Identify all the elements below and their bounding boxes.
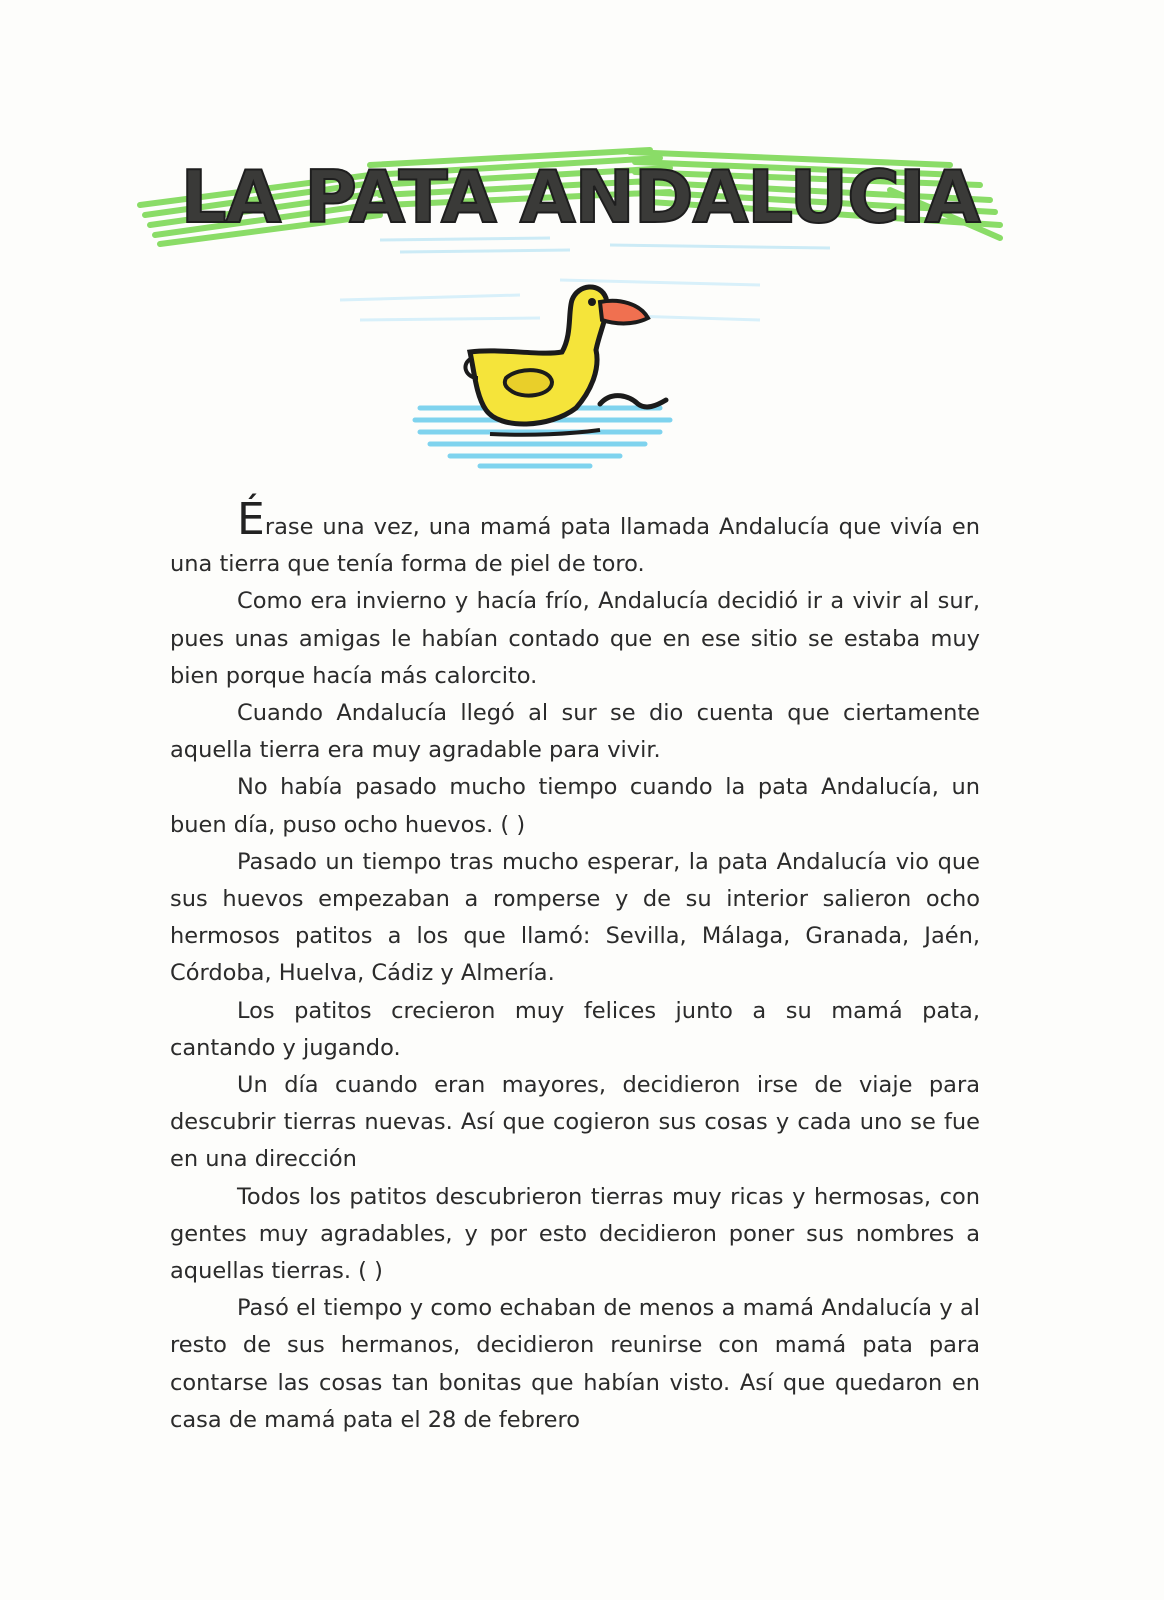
story-paragraph-1 — [170, 494, 980, 583]
story-paragraph-4: No había pasado mucho tiempo cuando la pata Andalucía, un buen día, puso ocho huevos. ( ) — [170, 774, 980, 838]
paragraph-1-text: rase una vez, una mamá pata llamada Andalucía que vivía en una tierra que tenía forma de piel de toro. — [170, 514, 980, 578]
story-paragraph-6: Los patitos crecieron muy felices junto a su mamá pata, cantando y jugando. — [170, 997, 980, 1061]
story-paragraph-9: Pasó el tiempo y como echaban de menos a mamá Andalucía y al resto de sus hermanos, decidieron reunirse con mamá pata para contarse las cosas tan bonitas que habían visto. Así que quedaron en casa de mamá pata el 28 de febrero — [170, 1295, 980, 1433]
dropcap-letter: É — [237, 494, 265, 545]
yellow-duck-on-water-icon — [300, 240, 780, 500]
story-paragraph-7: Un día cuando eran mayores, decidieron irse de viaje para descubrir tierras nuevas. Así que cogieron sus cosas y cada uno se fue en una dirección — [170, 1072, 980, 1173]
story-paragraph-8: Todos los patitos descubrieron tierras muy ricas y hermosas, con gentes muy agradables, y por esto decidieron poner sus nombres a aquellas tierras. ( ) — [170, 1183, 980, 1285]
story-text — [170, 494, 980, 1439]
story-paragraph-3: Cuando Andalucía llegó al sur se dio cuenta que ciertamente aquella tierra era muy agradable para vivir. — [170, 700, 980, 764]
story-paragraph-2: Como era invierno y hacía frío, Andalucía decidió ir a vivir al sur, pues unas amigas le habían contado que en ese sitio se estaba muy bien porque hacía más calorcito. — [170, 588, 980, 689]
story-paragraph-5: Pasado un tiempo tras mucho esperar, la pata Andalucía vio que sus huevos empezaban a romperse y de su interior salieron ocho hermosos patitos a los que llamó: Sevilla, Málaga, Granada, Jaén, Córdoba, Huelva, Cádiz y Almería. — [170, 848, 980, 987]
page-title: LA PATA ANDALUCIA — [180, 155, 980, 239]
